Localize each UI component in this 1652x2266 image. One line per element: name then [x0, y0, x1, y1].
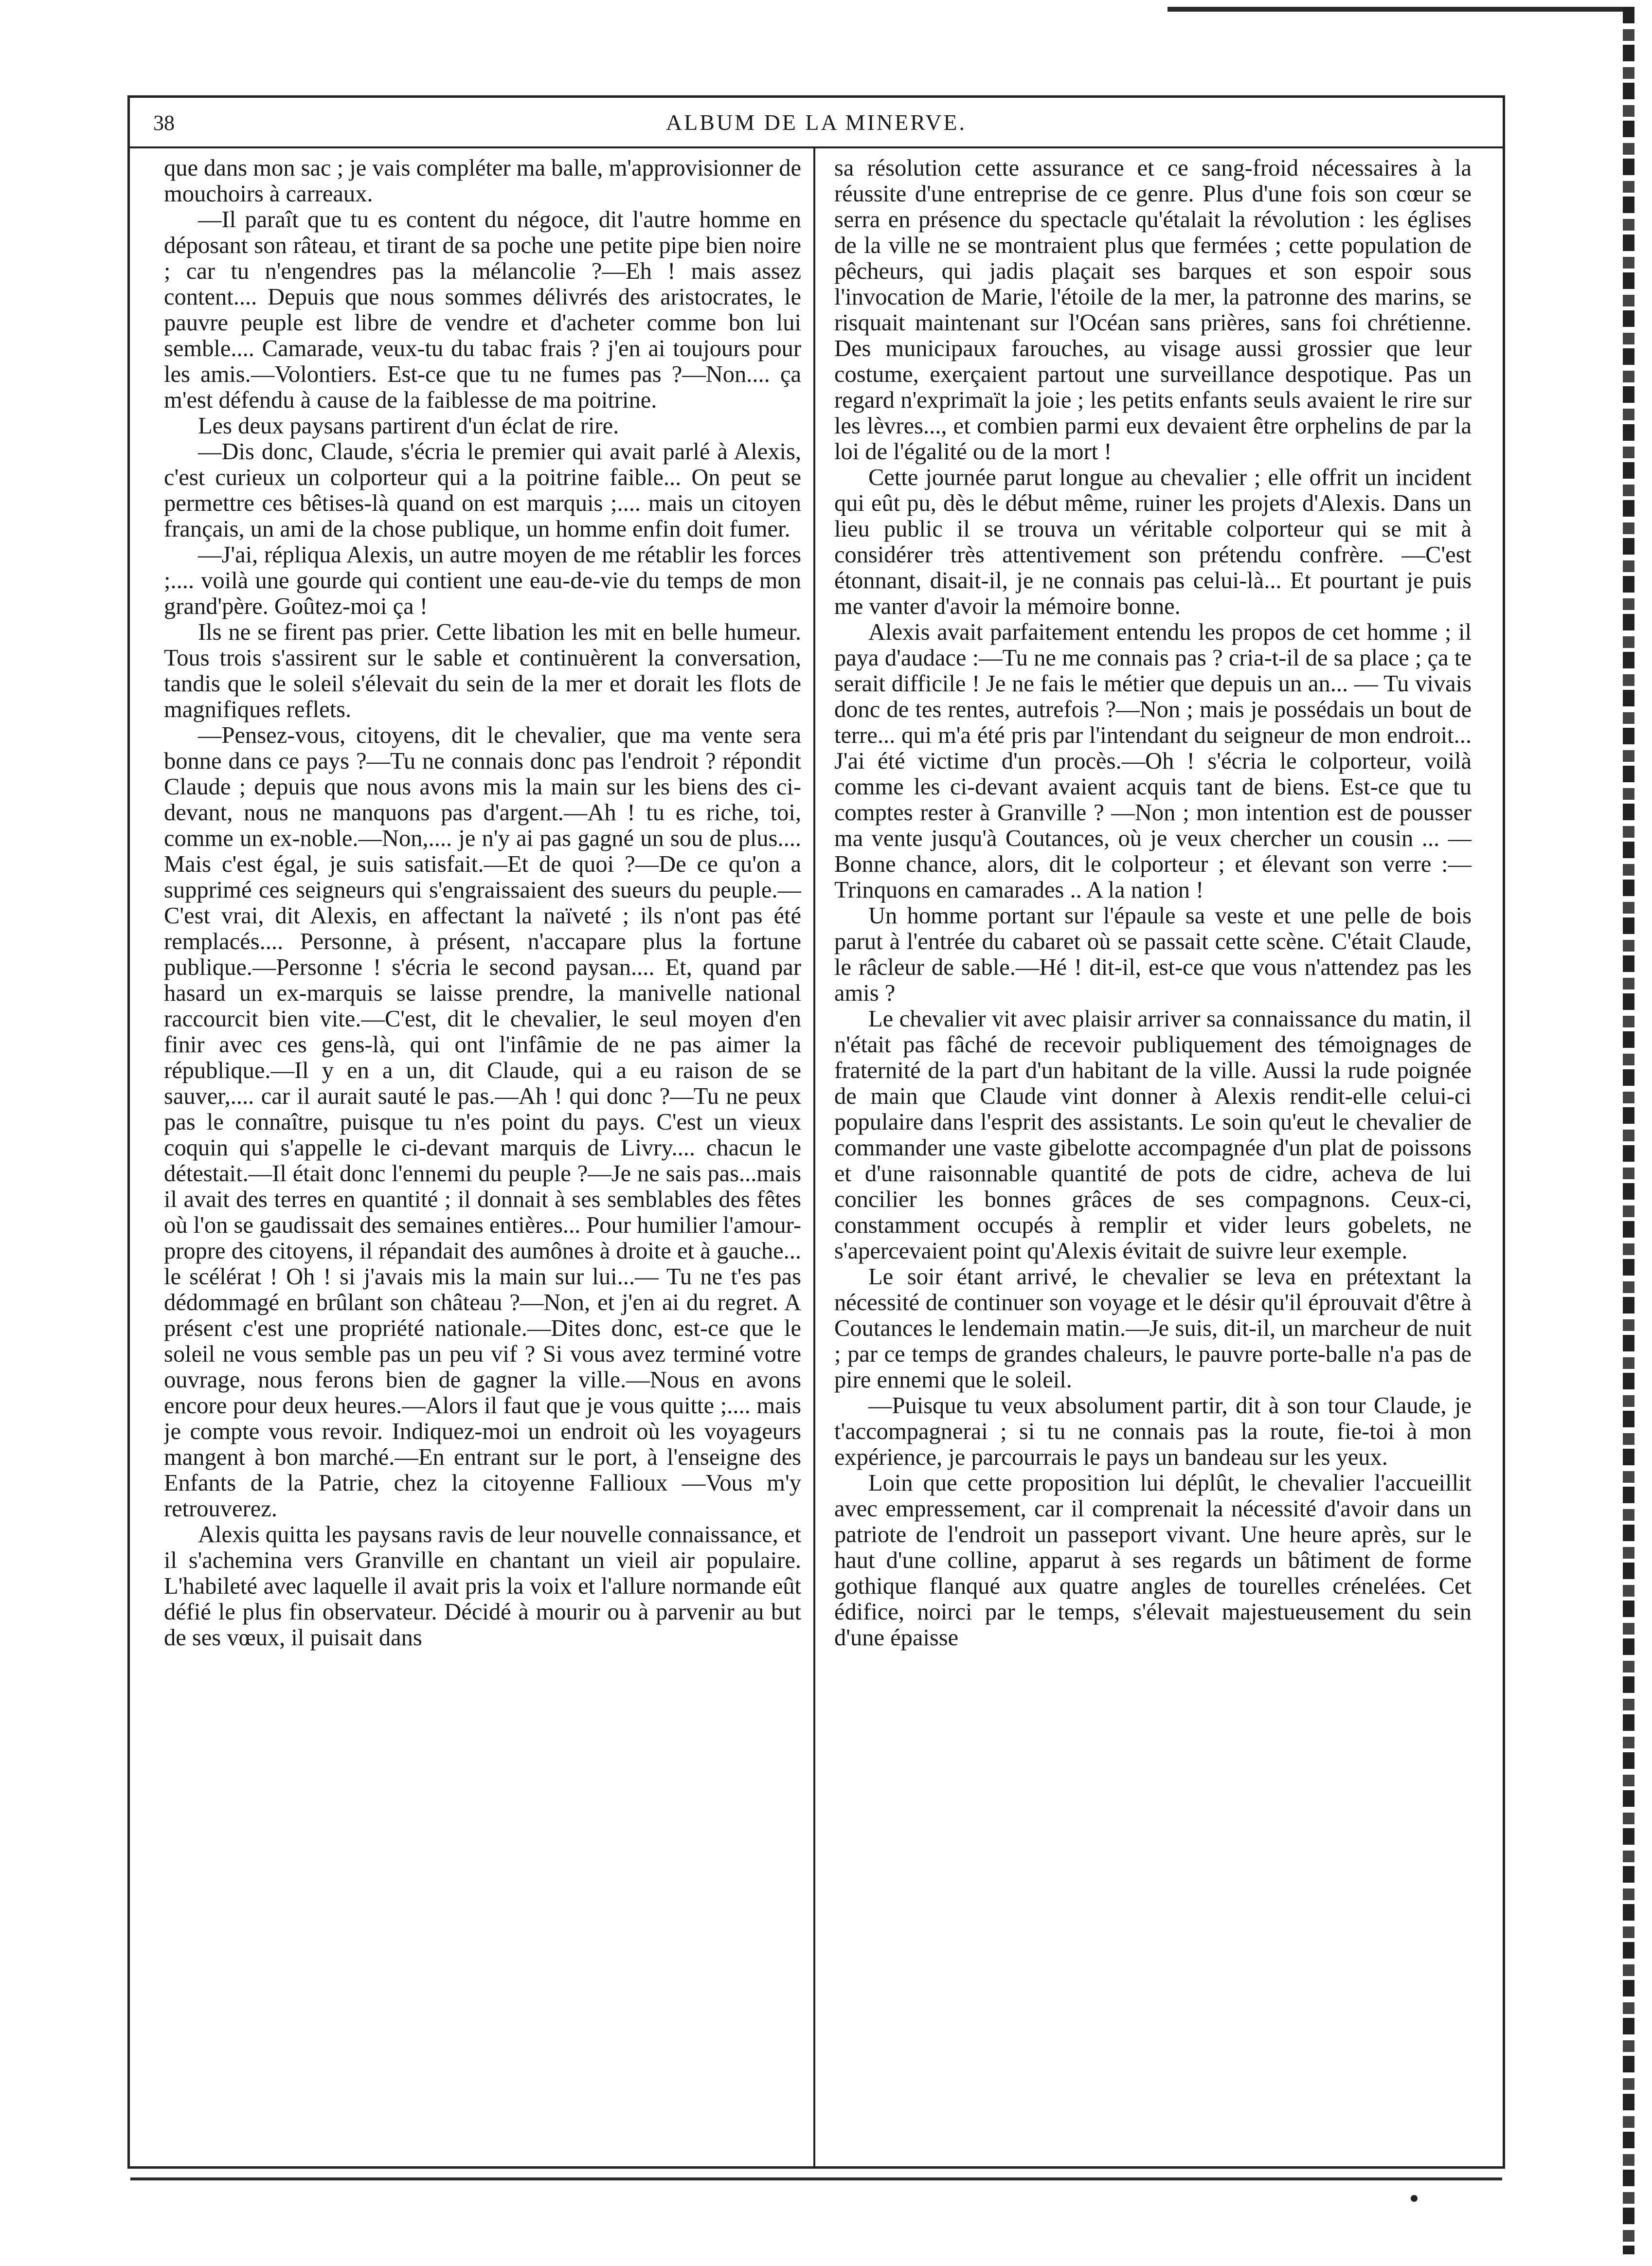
paragraph: Les deux paysans partirent d'un éclat de rire.	[198, 413, 619, 439]
paragraph: Alexis quitta les paysans ravis de leur nouvelle connaissance, et il s'achemina vers Granville en chantant un vieil air populaire. L'habileté avec laquelle il avait pris la voix et l'allure normande eût défié le plus fin observateur. Décidé à mourir ou à parvenir au but de ses vœux, il puisait dans	[164, 1522, 801, 1651]
binding-edge	[1623, 7, 1634, 2254]
top-edge-rule	[1167, 7, 1634, 12]
paragraph: sa résolution cette assurance et ce sang-froid nécessaires à la réussite d'une entreprise de ce genre. Plus d'une fois son cœur se serra en présence du spectacle qu'étalait la révolution : les églises de la ville ne se montraient plus que fermées ; cette population de pêcheurs, qui jadis plaçait ses barques et son espoir sous l'invocation de Marie, l'étoile de la mer, la patronne des marins, se risquait maintenant sur l'Océan sans prières, sans foi chrétienne. Des municipaux farouches, au visage aussi grossier que leur costume, exerçaient partout une surveillance despotique. Pas un regard n'exprimaït la joie ; les petits enfants seuls avaient le rire sur les lèvres..., et combien parmi eux devaient être orphelins de par la loi de l'égalité ou de la mort !	[834, 155, 1472, 465]
column-divider	[813, 146, 815, 2168]
page-header	[130, 98, 1503, 148]
paragraph: —Dis donc, Claude, s'écria le premier qui avait parlé à Alexis, c'est curieux un colporteur qui a la poitrine faible... On peut se permettre ces bêtises-là quand on est marquis ;.... mais un citoyen français, un ami de la chose publique, un homme enfin doit fumer.	[164, 439, 801, 542]
paragraph: Le soir étant arrivé, le chevalier se leva en prétextant la nécessité de continuer son voyage et le désir qu'il éprouvait d'être à Coutances le lendemain matin.—Je suis, dit-il, un marcheur de nuit ; par ce temps de grandes chaleurs, le pauvre porte-balle n'a pas de pire ennemi que le soleil.	[834, 1264, 1472, 1393]
right-column	[834, 155, 1472, 2140]
paragraph: que dans mon sac ; je vais compléter ma balle, m'approvisionner de mouchoirs à carreaux.	[164, 155, 801, 207]
paragraph: Loin que cette proposition lui déplût, le chevalier l'accueillit avec empressement, car il comprenait la nécessité d'avoir dans un patriote de l'endroit un passeport vivant. Une heure après, sur le haut d'une colline, apparut à ses regards un bâtiment de forme gothique flanqué aux quatre angles de tourelles crénelées. Cet édifice, noirci par le temps, s'élevait majestueusement du sein d'une épaisse	[834, 1470, 1472, 1651]
paragraph: Alexis avait parfaitement entendu les propos de cet homme ; il paya d'audace :—Tu ne me connais pas ? cria-t-il de sa place ; ça te serait difficile ! Je ne fais le métier que depuis un an... — Tu vivais donc de tes rentes, autrefois ?—Non ; mais je possédais un bout de terre... qui m'a été pris par l'intendant du seigneur de mon endroit... J'ai été victime d'un procès.—Oh ! s'écria le colporteur, voilà comme les ci-devant avaient acquis tant de biens. Est-ce que tu comptes rester à Granville ? —Non ; mon intention est de pousser ma vente jusqu'à Coutances, où je veux chercher un cousin ... — Bonne chance, alors, dit le colporteur ; et élevant son verre :—Trinquons en camarades .. A la nation !	[834, 619, 1472, 903]
paragraph: Un homme portant sur l'épaule sa veste et une pelle de bois parut à l'entrée du cabaret où se passait cette scène. C'était Claude, le râcleur de sable.—Hé ! dit-il, est-ce que vous n'attendez pas les amis ?	[834, 903, 1472, 1006]
paragraph: —Puisque tu veux absolument partir, dit à son tour Claude, je t'accompagnerai ; si tu ne connais pas la route, fie-toi à mon expérience, je parcourrais le pays un bandeau sur les yeux.	[834, 1393, 1472, 1470]
bottom-rule	[130, 2177, 1502, 2180]
running-head: ALBUM DE LA MINERVE.	[665, 110, 967, 135]
paragraph: —Pensez-vous, citoyens, dit le chevalier, que ma vente sera bonne dans ce pays ?—Tu ne connais donc pas l'endroit ? répondit Claude ; depuis que nous avons mis la main sur les biens des ci-devant, nous ne manquons pas d'argent.—Ah ! tu es riche, toi, comme un ex-noble.—Non,.... je n'y ai pas gagné un sou de plus.... Mais c'est égal, je suis satisfait.—Et de quoi ?—De ce qu'on a supprimé ces seigneurs qui s'engraissaient des sueurs du peuple.—C'est vrai, dit Alexis, en affectant la naïveté ; ils n'ont pas été remplacés.... Personne, à présent, n'accapare plus la fortune publique.—Personne ! s'écria le second paysan.... Et, quand par hasard un ex-marquis se laisse prendre, la manivelle national raccourcit bien vite.—C'est, dit le chevalier, le seul moyen d'en finir avec ces gens-là, qui ont l'infâmie de ne pas aimer la république.—Il y en a un, dit Claude, qui a eu raison de se sauver,.... car il aurait sauté le pas.—Ah ! qui donc ?—Tu ne peux pas le connaître, puisque tu n'es point du pays. C'est un vieux coquin qui s'appelle le ci-devant marquis de Livry.... chacun le détestait.—Il était donc l'ennemi du peuple ?—Je ne sais pas...mais il avait des terres en quantité ; il donnait à ses semblables des fêtes où l'on se gaudissait des semaines entières... Pour humilier l'amour-propre des citoyens, il répandait des aumônes à droite et à gauche... le scélérat ! Oh ! si j'avais mis la main sur lui...— Tu ne t'es pas dédommagé en brûlant son château ?—Non, et j'en ai du regret. A présent c'est une propriété nationale.—Dites donc, est-ce que le soleil ne vous semble pas un peu vif ? Si vous avez terminé votre ouvrage, nous ferons bien de gagner la ville.—Nous en avons encore pour deux heures.—Alors il faut que je vous quitte ;.... mais je compte vous revoir. Indiquez-moi un endroit où les voyageurs mangent à bon marché.—En entrant sur le port, à l'enseigne des Enfants de la Patrie, chez la citoyenne Fallioux —Vous m'y retrouverez.	[164, 722, 801, 1522]
page-frame	[127, 95, 1505, 2169]
paragraph: Le chevalier vit avec plaisir arriver sa connaissance du matin, il n'était pas fâché de recevoir publiquement des témoignages de fraternité de la part d'un habitant de la ville. Aussi la rude poignée de main que Claude vint donner à Alexis rendit-elle celui-ci populaire dans l'esprit des assistants. Le soin qu'eut le chevalier de commander une vaste gibelotte accompagnée d'un plat de poissons et d'une raisonnable quantité de pots de cidre, acheva de lui concilier les bonnes grâces de ses compagnons. Ceux-ci, constamment occupés à remplir et vider leurs gobelets, ne s'apercevaient point qu'Alexis évitait de suivre leur exemple.	[834, 1006, 1472, 1264]
page-number: 38	[153, 111, 175, 135]
left-column	[164, 155, 801, 2140]
ink-dot	[1411, 2195, 1418, 2202]
paragraph: —Il paraît que tu es content du négoce, dit l'autre homme en déposant son râteau, et tirant de sa poche une petite pipe bien noire ; car tu n'engendres pas la mélancolie ?—Eh ! mais assez content.... Depuis que nous sommes délivrés des aristocrates, le pauvre peuple est libre de vendre et d'acheter comme bon lui semble.... Camarade, veux-tu du tabac frais ? j'en ai toujours pour les amis.—Volontiers. Est-ce que tu ne fumes pas ?—Non.... ça m'est défendu à cause de la faiblesse de ma poitrine.	[164, 207, 801, 413]
paragraph: Cette journée parut longue au chevalier ; elle offrit un incident qui eût pu, dès le début même, ruiner les projets d'Alexis. Dans un lieu public il se trouva un véritable colporteur qui se mit à considérer très attentivement son prétendu confrère. —C'est étonnant, disait-il, je ne connais pas celui-là... Et pourtant je puis me vanter d'avoir la mémoire bonne.	[834, 465, 1472, 619]
paragraph: Ils ne se firent pas prier. Cette libation les mit en belle humeur. Tous trois s'assirent sur le sable et continuèrent la conversation, tandis que le soleil s'élevait du sein de la mer et dorait les flots de magnifiques reflets.	[164, 619, 801, 722]
paragraph: —J'ai, répliqua Alexis, un autre moyen de me rétablir les forces ;.... voilà une gourde qui contient une eau-de-vie du temps de mon grand'père. Goûtez-moi ça !	[164, 542, 801, 619]
